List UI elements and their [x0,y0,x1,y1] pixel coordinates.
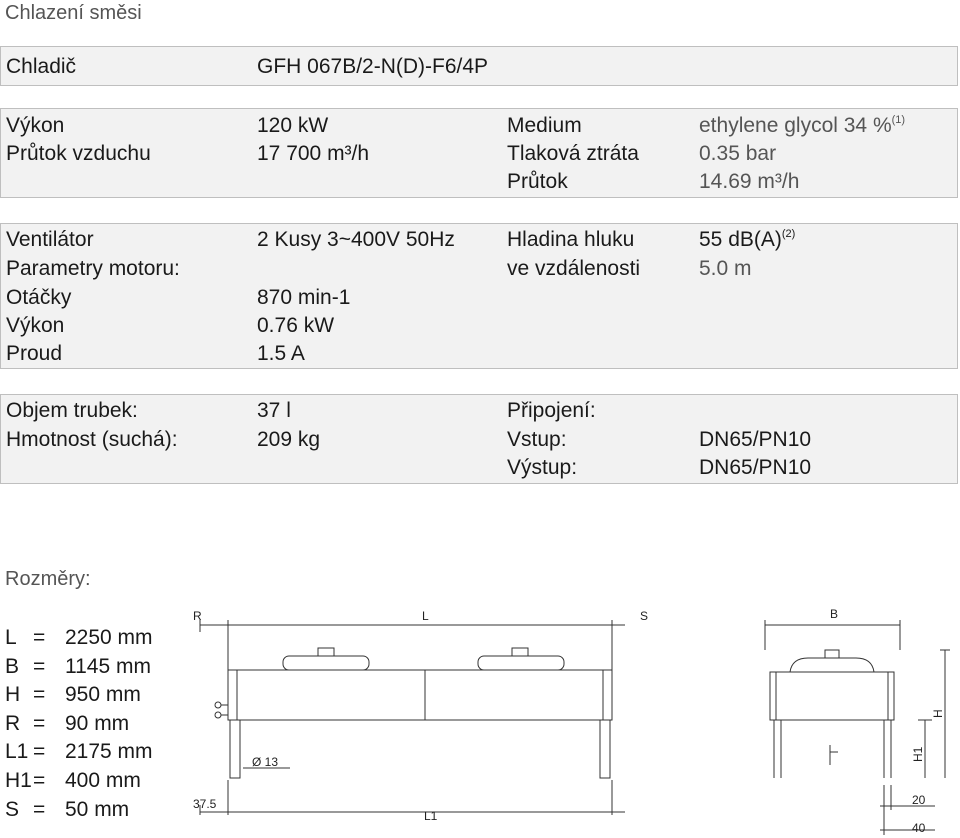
fan-value: 2 Kusy 3~400V 50Hz [257,228,455,251]
leg-left [230,720,240,778]
noise-note: (2) [781,228,796,240]
dimension-value: 50 mm [65,797,130,821]
dimension-eq: = [33,683,46,707]
dimension-eq: = [33,654,46,678]
side-fan-housing [790,658,874,672]
pressure-value: 0.35 bar [699,142,777,165]
medium-note: (1) [891,114,906,126]
side-body [770,672,894,720]
power-value: 120 kW [257,114,329,137]
dimension-key: R [5,711,21,735]
label-pipe: Ø 13 [252,755,279,769]
distance-label: ve vzdálenosti [507,257,641,280]
noise-text: 55 dB(A) [699,228,782,251]
dimension-value: 950 mm [65,683,141,707]
label-37-5: 37.5 [193,797,217,811]
label-L: L [422,609,429,623]
motor-power-value: 0.76 kW [257,314,335,337]
page-title: Chlazení směsi [5,2,142,24]
dimension-value: 2175 mm [65,740,153,764]
weight-label: Hmotnost (suchá): [6,428,178,451]
label-R: R [193,609,202,623]
dimension-eq: = [33,797,46,821]
label-S: S [640,609,649,623]
dimension-eq: = [33,740,46,764]
volume-value: 37 l [257,399,291,422]
rpm-value: 870 min-1 [257,286,351,309]
airflow-label: Průtok vzduchu [6,142,151,165]
medium-label: Medium [507,114,582,137]
dimension-key: H [5,683,21,707]
flow-label: Průtok [507,170,568,193]
dimension-key: H1 [5,769,32,792]
dimension-key: L1 [5,740,29,764]
dimension-eq: = [33,626,46,649]
leg-right [600,720,610,778]
dimension-key: L [5,626,17,649]
airflow-value: 17 700 m³/h [257,142,370,165]
cooler-body [228,670,612,720]
front-view [200,620,625,815]
medium-text: ethylene glycol 34 % [699,114,892,137]
connection-label: Připojení: [507,399,596,422]
label-H: H [931,709,945,718]
noise-label: Hladina hluku [507,228,635,251]
dimension-value: 90 mm [65,711,130,735]
label-L1: L1 [424,809,438,823]
power-label: Výkon [6,114,65,137]
motor-label: Parametry motoru: [6,257,180,280]
fan-motor-left [318,648,334,656]
cooler-label: Chladič [6,55,77,78]
rpm-label: Otáčky [6,286,72,309]
cooler-model: GFH 067B/2-N(D)-F6/4P [257,55,489,78]
label-H1: H1 [911,746,925,762]
dimension-value: 400 mm [65,769,141,792]
volume-label: Objem trubek: [6,399,138,422]
weight-value: 209 kg [257,428,321,451]
dimension-key: B [5,654,20,678]
fan-motor-right [512,648,528,656]
current-value: 1.5 A [257,342,305,365]
label-40: 40 [912,821,926,835]
inlet-value: DN65/PN10 [699,428,812,451]
inlet-label: Vstup: [507,428,567,451]
fan-housing-right [478,656,564,670]
fan-label: Ventilátor [6,228,94,251]
dimensions-title: Rozměry: [5,568,91,590]
dimension-key: S [5,797,20,821]
dimension-eq: = [33,769,46,792]
flow-value: 14.69 m³/h [699,170,800,193]
dimension-eq: = [33,711,46,735]
pressure-label: Tlaková ztráta [507,142,639,165]
label-20: 20 [912,793,926,807]
outlet-value: DN65/PN10 [699,456,812,479]
dimension-value: 2250 mm [65,626,153,649]
current-label: Proud [6,342,63,365]
label-B: B [830,607,839,621]
dimension-value: 1145 mm [65,654,151,678]
outlet-label: Výstup: [507,456,578,479]
fan-housing-left [283,656,369,670]
motor-power-label: Výkon [6,314,65,337]
distance-value: 5.0 m [699,257,752,280]
